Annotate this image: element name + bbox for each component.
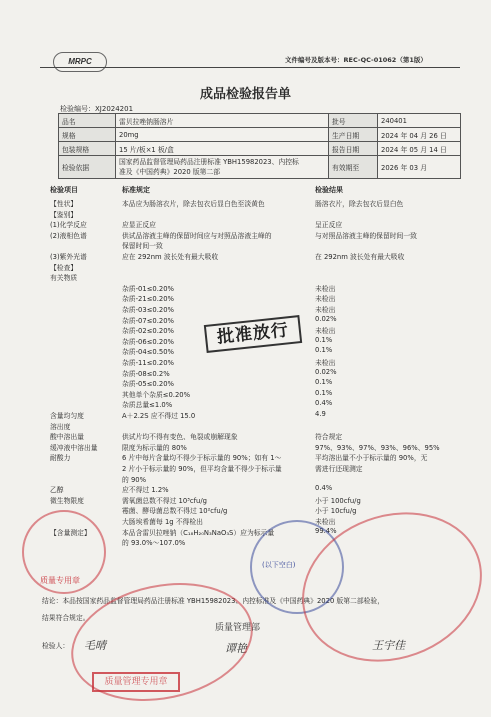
pack-label: 包装规格 (59, 142, 116, 156)
row-item: 酸中溶出量 (50, 433, 84, 442)
row-item: (2)液相色谱 (50, 231, 87, 240)
row-result: 呈正反应 (315, 221, 343, 230)
row-item: 缓冲液中溶出量 (50, 443, 98, 452)
row-standard: 应显正反应 (122, 221, 156, 230)
row-standard: 大肠埃希菌每 1g 不得检出 (122, 518, 203, 526)
column-result: 检验结果 (315, 186, 343, 194)
qa-seal-text: 质量专用章 (40, 576, 80, 585)
row-standard: 保留时间一致 (122, 242, 163, 251)
row-result: 4.9 (315, 410, 326, 418)
row-item: 微生物限度 (50, 496, 84, 505)
valid-value: 2026 年 03 月 (378, 156, 461, 179)
conclusion: 结论：本品按国家药品监督管理局药品注册标准 YBH15982023、内控标准及《中国药典》2020 版第二部检验， (42, 597, 385, 605)
row-standard: 杂质-07≤0.20% (122, 316, 174, 325)
row-standard: 2 片小于标示量的 90%，但平均含量不得少于标示量 (122, 465, 282, 473)
row-item: (1)化学反应 (50, 221, 87, 230)
row-result: 0.1% (315, 388, 333, 397)
row-standard: 杂质-06≤0.20% (122, 337, 174, 346)
row-item: 【含量测定】 (50, 528, 91, 537)
row-result: 小于 100cfu/g (315, 496, 361, 505)
quality-dept-text: 质量管理部 (215, 623, 261, 633)
document-number: 文件编号及版本号：REC-QC-01062（第1版） (285, 56, 427, 64)
basis-line-2: 准及《中国药典》2020 版第二部 (119, 168, 221, 176)
row-standard: 杂质-04≤0.50% (122, 348, 174, 357)
red-seal-right (281, 488, 491, 686)
mfg-date-value: 2024 年 04 月 26 日 (378, 128, 461, 142)
row-result: 需进行还现测定 (315, 465, 363, 473)
company-logo: MRPC (53, 52, 107, 72)
valid-label: 有效期至 (329, 156, 378, 179)
qa-management-stamp: 质量管理专用章 (92, 672, 180, 692)
row-result: 符合规定 (315, 433, 343, 442)
header-rule (40, 67, 460, 68)
row-result: 0.1% (315, 378, 333, 387)
row-standard: 供试品溶液主峰的保留时间应与对照品溶液主峰的 (122, 231, 272, 240)
row-item: 有关物质 (50, 274, 78, 283)
red-seal-bottom (60, 567, 264, 717)
row-result: 未检出 (315, 518, 336, 526)
row-result: 肠溶衣片，除去包衣后显白色 (315, 200, 404, 208)
row-standard: 本品含雷贝拉唑钠（C₁₈H₂₀N₃NaO₃S）应为标示量 (122, 528, 275, 537)
row-standard: 6 片中每片含量均不得少于标示量的 90%；如有 1～ (122, 454, 282, 463)
row-result: 小于 10cfu/g (315, 507, 357, 516)
product-value: 雷贝拉唑钠肠溶片 (116, 114, 329, 128)
row-item: 【检查】 (50, 263, 78, 272)
row-standard: 需氧菌总数不得过 10³cfu/g (122, 496, 207, 505)
row-standard: 杂质-21≤0.20% (122, 295, 174, 304)
row-standard: 应不得过 1.2% (122, 486, 169, 495)
row-standard: 的 93.0%～107.0% (122, 539, 186, 548)
row-standard: 霉菌、酵母菌总数不得过 10²cfu/g (122, 507, 228, 516)
row-standard: 杂质-01≤0.20% (122, 284, 174, 293)
row-result: 未检出 (315, 327, 336, 336)
row-result: 在 292nm 波长处有最大吸收 (315, 253, 405, 261)
inspector-signature: 毛晴 (84, 639, 106, 652)
row-item: 【性状】 (50, 200, 78, 208)
row-result: 平均溶出量不小于标示量的 90%，无 (315, 454, 428, 463)
row-standard: 应在 292nm 波长处有最大吸收 (122, 253, 219, 261)
row-result: 未检出 (315, 306, 336, 314)
approver-signature: 王宇佳 (372, 639, 405, 652)
row-result: 0.02% (315, 367, 337, 376)
row-result: 97%、93%、97%、93%、96%、95% (315, 443, 440, 452)
row-standard: 本品应为肠溶衣片，除去包衣后显白色至淡黄色 (122, 200, 265, 208)
product-label: 品名 (59, 114, 116, 128)
approve-release-stamp: 批准放行 (204, 315, 302, 353)
basis-label: 检验依据 (59, 156, 116, 179)
pack-value: 15 片/板×1 板/盒 (116, 142, 329, 156)
row-result: 与对照品溶液主峰的保留时间一致 (315, 231, 417, 240)
row-standard: 杂质-02≤0.20% (122, 327, 174, 336)
row-standard: 限度为标示量的 80% (122, 443, 187, 452)
row-item: 含量均匀度 (50, 412, 84, 420)
column-standard: 标准规定 (122, 186, 150, 194)
row-result: 0.02% (315, 314, 337, 323)
row-result: 0.4% (315, 399, 333, 408)
row-result: 未检出 (315, 284, 336, 293)
row-item: 【鉴别】 (50, 210, 78, 219)
row-standard: 杂质-11≤0.20% (122, 359, 174, 367)
spec-label: 规格 (59, 128, 116, 142)
test-number-value: XJ2024201 (95, 105, 134, 113)
reviewer-signature: 谭艳 (225, 642, 247, 655)
row-item: 溶出度 (50, 422, 71, 431)
report-date-label: 报告日期 (329, 142, 378, 156)
batch-value: 240401 (378, 114, 461, 128)
row-result: 0.1% (315, 335, 333, 344)
row-standard: 其他单个杂质≤0.20% (122, 390, 191, 399)
row-result: 99.4% (315, 526, 337, 535)
row-standard: 杂质-03≤0.20% (122, 306, 174, 314)
inspector-label: 检验人： (42, 642, 70, 650)
row-standard: 杂质总量≤1.0% (122, 401, 173, 410)
conclusion-line-2: 结果符合规定。 (42, 614, 90, 622)
batch-label: 批号 (329, 114, 378, 128)
row-item: (3)紫外光谱 (50, 253, 87, 261)
basis-line-1: 国家药品监督管理局药品注册标准 YBH15982023、内控标 (119, 158, 299, 166)
row-result: 未检出 (315, 359, 336, 367)
sample-text: (以下空白) (262, 561, 296, 569)
row-result: 未检出 (315, 295, 336, 304)
report-date-value: 2024 年 05 月 14 日 (378, 142, 461, 156)
row-standard: 杂质-08≤0.2% (122, 369, 170, 378)
test-number-label: 检验编号： (60, 105, 95, 113)
row-standard: A＋2.2S 应不得过 15.0 (122, 412, 196, 420)
row-result: 0.1% (315, 346, 333, 355)
row-result: 0.4% (315, 484, 333, 493)
basis-value (116, 156, 329, 179)
row-item: 乙醇 (50, 486, 64, 495)
spec-value: 20mg (116, 128, 329, 142)
report-title: 成品检验报告单 (199, 87, 291, 102)
row-standard: 杂质-05≤0.20% (122, 380, 174, 389)
row-standard: 供试片均不得有变色、龟裂或崩解现象 (122, 433, 238, 442)
row-standard: 的 90% (122, 475, 147, 484)
product-info-table (58, 113, 461, 179)
column-item: 检验项目 (50, 186, 78, 194)
mfg-date-label: 生产日期 (329, 128, 378, 142)
row-item: 耐酸力 (50, 454, 71, 463)
